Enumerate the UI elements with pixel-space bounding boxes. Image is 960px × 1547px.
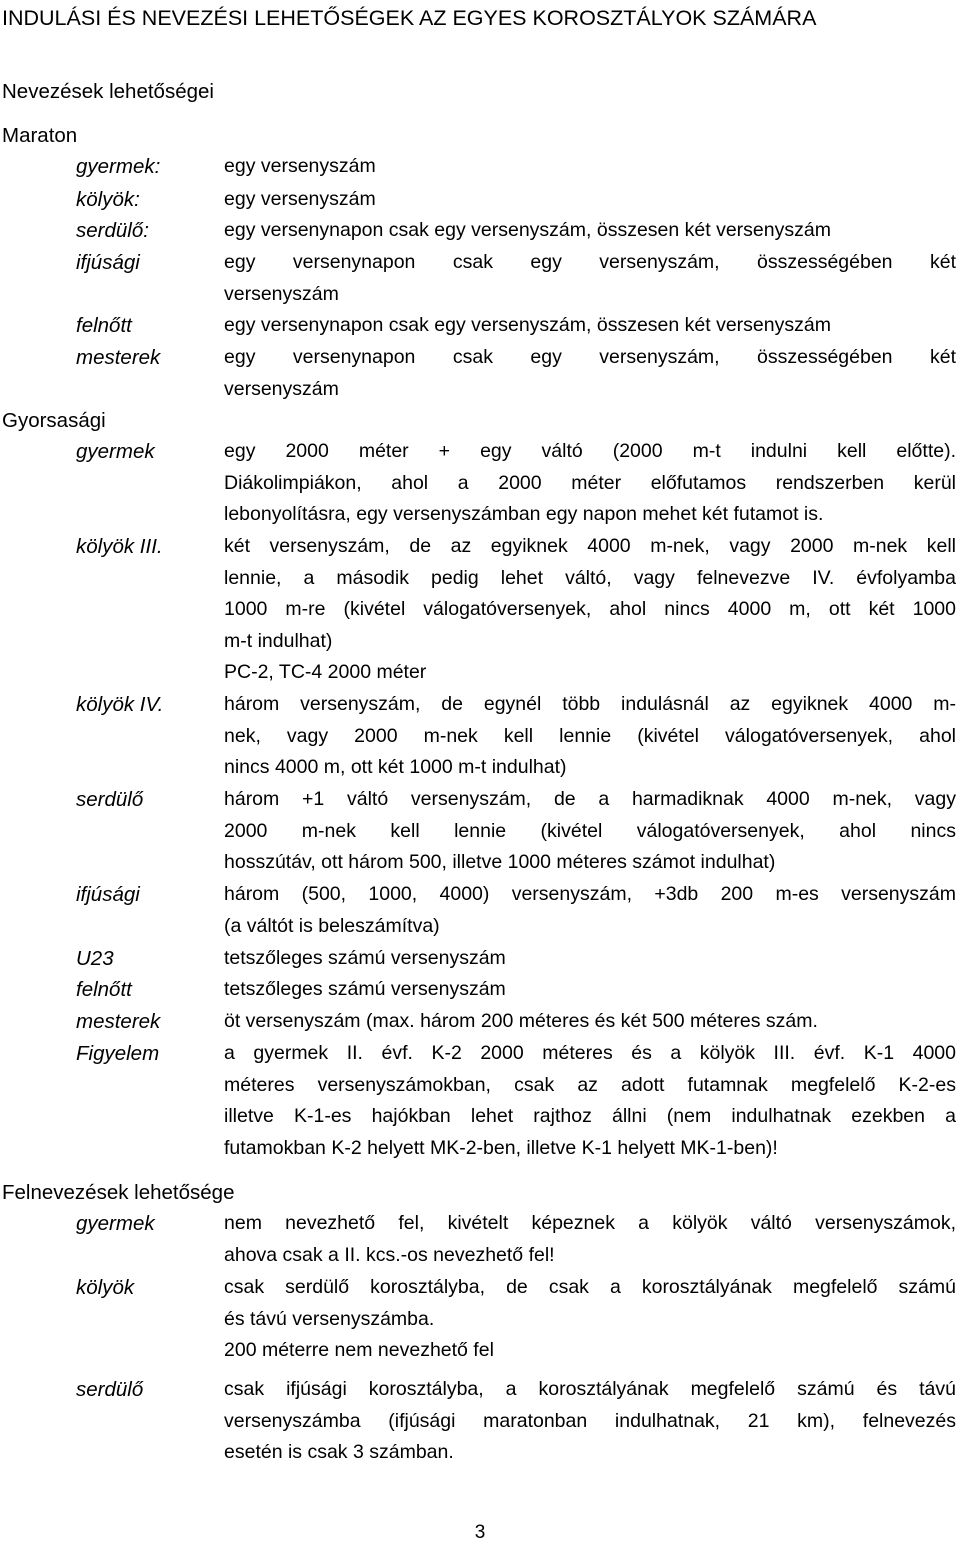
maraton-row-text	[224, 310, 956, 342]
gyorsasagi-row-text-line: tetszőleges számú versenyszám	[224, 947, 506, 969]
gyorsasagi-row-label: mesterek	[76, 1010, 161, 1033]
gyorsasagi-row-text-line: 1000 m-re (kivétel válogatóversenyek, ahol nincs 4000 m, ott két 1000	[224, 598, 956, 620]
gyorsasagi-row-text-line: három versenyszám, de egynél több indulásnál az egyiknek 4000 m-	[224, 693, 956, 715]
gyorsasagi-row-text	[224, 879, 956, 942]
maraton-row-label: serdülő:	[76, 219, 149, 242]
felnevezes-row-text-line: és távú versenyszámba.	[224, 1307, 435, 1330]
gyorsasagi-row-text-line: Diákolimpiákon, ahol a 2000 méter előfutamos rendszerben kerül	[224, 471, 956, 494]
maraton-row-text-line: egy versenynapon csak egy versenyszám, összességében két	[224, 346, 956, 368]
maraton-row-text-line: egy versenynapon csak egy versenyszám, összesen két versenyszám	[224, 219, 831, 241]
gyorsasagi-row-text-line: hosszútáv, ott három 500, illetve 1000 méteres számot indulhat)	[224, 851, 776, 873]
maraton-row-text-line: egy versenyszám	[224, 188, 376, 210]
gyorsasagi-row-label: ifjúsági	[76, 883, 140, 906]
gyorsasagi-row-text-line: lennie, a második pedig lehet váltó, vagy felnevezve IV. évfolyamba	[224, 566, 956, 589]
gyorsasagi-row-text-line: öt versenyszám (max. három 200 méteres és két 500 méteres szám.	[224, 1010, 818, 1032]
gyorsasagi-row-text	[224, 784, 956, 879]
maraton-row-label: kölyök:	[76, 188, 140, 211]
gyorsasagi-row-text	[224, 943, 956, 975]
maraton-row-text	[224, 342, 956, 405]
page-number: 3	[474, 1522, 486, 1543]
gyorsasagi-row-label: felnőtt	[76, 978, 132, 1001]
gyorsasagi-row-label: kölyök IV.	[76, 693, 164, 716]
gyorsasagi-row-label: U23	[76, 947, 114, 970]
gyorsasagi-row-text-line: illetve K-1-es hajókban lehet rajthoz állni (nem indulhatnak ezekben a	[224, 1105, 956, 1127]
gyorsasagi-row-text-line: nek, vagy 2000 m-nek kell lennie (kivétel válogatóversenyek, ahol	[224, 724, 956, 747]
maraton-row-text	[224, 184, 956, 216]
maraton-row-label: gyermek:	[76, 155, 161, 178]
gyorsasagi-row-text-line: lebonyolításra, egy versenyszámban egy napon mehet két futamot is.	[224, 503, 824, 525]
gyorsasagi-row-text-line: tetszőleges számú versenyszám	[224, 978, 506, 1000]
gyorsasagi-row-label: gyermek	[76, 440, 155, 463]
maraton-row-text-line: versenyszám	[224, 282, 339, 305]
gyorsasagi-row-text-line: PC-2, TC-4 2000 méter	[224, 661, 427, 683]
gyorsasagi-row-text-line: nincs 4000 m, ott két 1000 m-t indulhat)	[224, 756, 567, 778]
felnevezes-row-text-line: esetén is csak 3 számban.	[224, 1441, 454, 1463]
maraton-row-text-line: egy versenynapon csak egy versenyszám, összesen két versenyszám	[224, 314, 831, 336]
maraton-heading: Maraton	[2, 124, 78, 147]
gyorsasagi-row-text	[224, 1006, 956, 1038]
felnevezes-row-text	[224, 1374, 956, 1469]
gyorsasagi-row-text-line: 2000 m-nek kell lennie (kivétel válogatóversenyek, ahol nincs	[224, 819, 956, 842]
gyorsasagi-row-text-line: három +1 váltó versenyszám, de a harmadiknak 4000 m-nek, vagy	[224, 788, 956, 810]
felnevezes-row-label: kölyök	[76, 1276, 135, 1299]
gyorsasagi-row-text	[224, 1038, 956, 1164]
gyorsasagi-row-text	[224, 531, 956, 689]
gyorsasagi-row-text	[224, 436, 956, 531]
felnevezes-row-label: gyermek	[76, 1212, 155, 1235]
felnevezes-row-text-line: csak ifjúsági korosztályba, a korosztályának megfelelő számú és távú	[224, 1378, 956, 1400]
gyorsasagi-row-text-line: a gyermek II. évf. K-2 2000 méteres és a kölyök III. évf. K-1 4000	[224, 1042, 956, 1064]
felnevezes-row-text-line: 200 méterre nem nevezhető fel	[224, 1339, 494, 1361]
gyorsasagi-row-text-line: (a váltót is beleszámítva)	[224, 914, 440, 937]
maraton-row-text-line: egy versenynapon csak egy versenyszám, összességében két	[224, 251, 956, 273]
gyorsasagi-row-text	[224, 974, 956, 1006]
maraton-row-text	[224, 247, 956, 310]
gyorsasagi-row-text-line: m-t indulhat)	[224, 629, 333, 652]
gyorsasagi-row-label: kölyök III.	[76, 535, 163, 558]
felnevezes-row-text-line: nem nevezhető fel, kivételt képeznek a kölyök váltó versenyszámok,	[224, 1212, 956, 1234]
felnevezes-row-text	[224, 1272, 956, 1367]
gyorsasagi-row-label: Figyelem	[76, 1042, 160, 1065]
maraton-row-text	[224, 151, 956, 183]
felnevezes-heading: Felnevezések lehetősége	[2, 1181, 235, 1204]
maraton-row-text-line: versenyszám	[224, 377, 339, 400]
maraton-row-label: ifjúsági	[76, 251, 140, 274]
maraton-row-text	[224, 215, 956, 247]
felnevezes-row-text-line: versenyszámba (ifjúsági maratonban indulhatnak, 21 km), felnevezés	[224, 1409, 956, 1432]
section-heading-nevezesek: Nevezések lehetőségei	[2, 80, 214, 103]
gyorsasagi-row-label: serdülő	[76, 788, 144, 811]
felnevezes-row-text-line: ahova csak a II. kcs.-os nevezhető fel!	[224, 1243, 555, 1266]
felnevezes-row-label: serdülő	[76, 1378, 144, 1401]
gyorsasagi-row-text-line: méteres versenyszámokban, csak az adott futamnak megfelelő K-2-es	[224, 1073, 956, 1096]
gyorsasagi-row-text-line: három (500, 1000, 4000) versenyszám, +3db 200 m-es versenyszám	[224, 883, 956, 905]
maraton-row-label: felnőtt	[76, 314, 132, 337]
page-title: INDULÁSI ÉS NEVEZÉSI LEHETŐSÉGEK AZ EGYES KOROSZTÁLYOK SZÁMÁRA	[2, 6, 817, 30]
felnevezes-row-text-line: csak serdülő korosztályba, de csak a korosztályának megfelelő számú	[224, 1276, 956, 1298]
maraton-row-text-line: egy versenyszám	[224, 155, 376, 177]
gyorsasagi-row-text-line: egy 2000 méter + egy váltó (2000 m-t indulni kell előtte).	[224, 440, 956, 462]
gyorsasagi-row-text-line: két versenyszám, de az egyiknek 4000 m-nek, vagy 2000 m-nek kell	[224, 535, 956, 557]
gyorsasagi-row-text-line: futamokban K-2 helyett MK-2-ben, illetve K-1 helyett MK-1-ben)!	[224, 1136, 778, 1159]
maraton-row-label: mesterek	[76, 346, 161, 369]
gyorsasagi-heading: Gyorsasági	[2, 409, 106, 432]
gyorsasagi-row-text	[224, 689, 956, 784]
felnevezes-row-text	[224, 1208, 956, 1271]
